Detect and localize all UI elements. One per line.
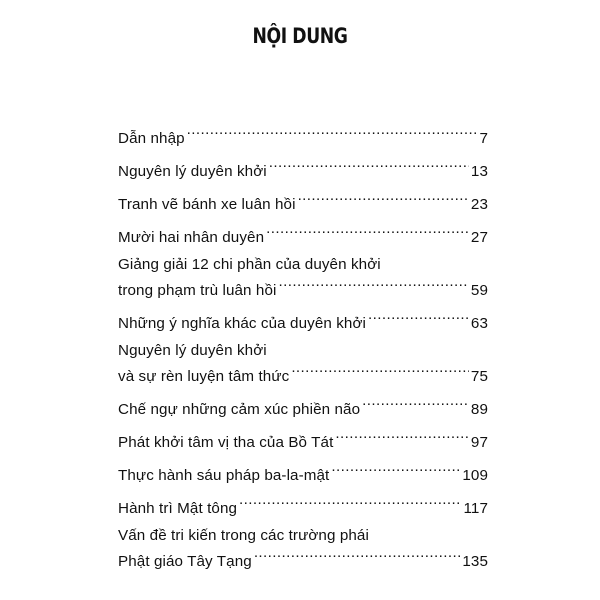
toc-entry-title-line1: Nguyên lý duyên khởi bbox=[118, 342, 267, 359]
toc-entry-title: Những ý nghĩa khác của duyên khởi bbox=[118, 315, 367, 332]
toc-entry bbox=[118, 123, 488, 149]
toc-page-number: 23 bbox=[470, 196, 488, 213]
toc-entry bbox=[118, 222, 488, 248]
toc-entry-title: Nguyên lý duyên khởi bbox=[118, 163, 267, 180]
toc-entry bbox=[118, 460, 488, 486]
dot-leader bbox=[291, 361, 469, 381]
toc-page-number: 27 bbox=[470, 229, 488, 246]
dot-leader bbox=[368, 308, 469, 328]
toc-entry bbox=[118, 341, 488, 387]
toc-entry bbox=[118, 189, 488, 215]
toc-entry bbox=[118, 308, 488, 334]
page-title: NỘI DUNG bbox=[252, 24, 348, 48]
toc-entry-title: Thực hành sáu pháp ba-la-mật bbox=[118, 467, 330, 484]
toc-page-number: 135 bbox=[462, 553, 488, 570]
toc-entry bbox=[118, 156, 488, 182]
dot-leader bbox=[269, 156, 469, 176]
toc-entry-title: trong phạm trù luân hồi bbox=[118, 282, 277, 299]
dot-leader bbox=[298, 189, 469, 209]
toc-page-number: 117 bbox=[463, 500, 488, 517]
toc-entry-title-line1: Giảng giải 12 chi phần của duyên khởi bbox=[118, 256, 381, 273]
dot-leader bbox=[279, 275, 469, 295]
dot-leader bbox=[335, 427, 469, 447]
toc-entry-title: Phát khởi tâm vị tha của Bồ Tát bbox=[118, 434, 334, 451]
toc-page-number: 89 bbox=[470, 401, 488, 418]
toc-entry-title: Mười hai nhân duyên bbox=[118, 229, 265, 246]
toc-entry-title: Dẫn nhập bbox=[118, 130, 185, 147]
toc-entry-title: Hành trì Mật tông bbox=[118, 500, 238, 517]
dot-leader bbox=[362, 394, 469, 414]
table-of-contents bbox=[118, 123, 488, 579]
toc-page-number: 75 bbox=[470, 368, 488, 385]
toc-entry bbox=[118, 493, 488, 519]
toc-page-number: 13 bbox=[470, 163, 488, 180]
dot-leader bbox=[187, 123, 478, 143]
toc-page-number: 109 bbox=[462, 467, 488, 484]
toc-page-number: 97 bbox=[470, 434, 488, 451]
dot-leader bbox=[254, 546, 461, 566]
toc-entry bbox=[118, 526, 488, 572]
dot-leader bbox=[266, 222, 469, 242]
toc-page-number: 63 bbox=[470, 315, 488, 332]
toc-entry-title: Chế ngự những cảm xúc phiền não bbox=[118, 401, 361, 418]
toc-page-number: 7 bbox=[479, 130, 488, 147]
toc-page-number: 59 bbox=[470, 282, 488, 299]
toc-entry bbox=[118, 427, 488, 453]
toc-entry bbox=[118, 394, 488, 420]
toc-entry bbox=[118, 255, 488, 301]
toc-entry-title-line1: Vấn đề tri kiến trong các trường phái bbox=[118, 527, 369, 544]
toc-entry-title: Tranh vẽ bánh xe luân hồi bbox=[118, 196, 296, 213]
dot-leader bbox=[239, 493, 461, 513]
toc-entry-title: và sự rèn luyện tâm thức bbox=[118, 368, 290, 385]
toc-entry-title: Phật giáo Tây Tạng bbox=[118, 553, 252, 570]
dot-leader bbox=[331, 460, 460, 480]
